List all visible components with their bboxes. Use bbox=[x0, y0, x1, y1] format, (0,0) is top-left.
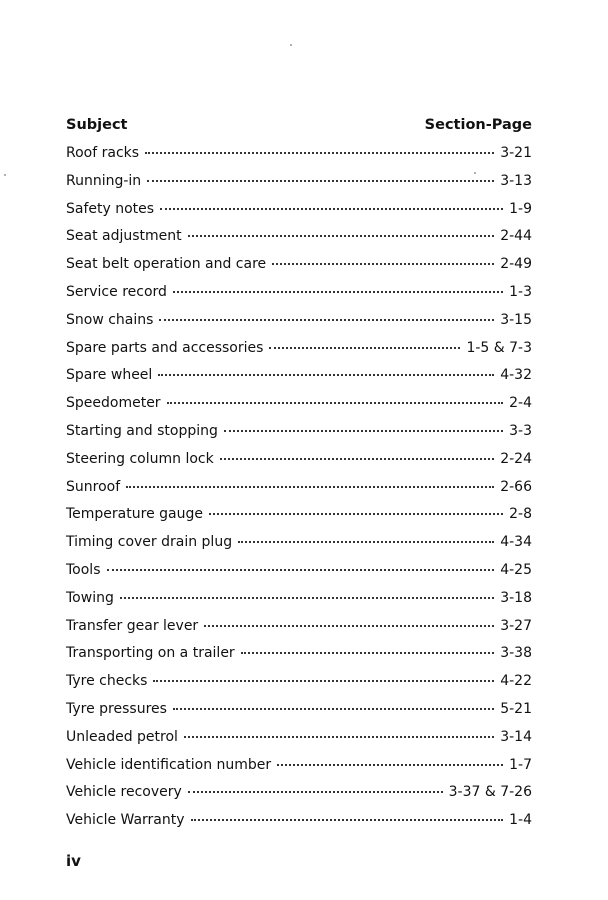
index-entry bbox=[66, 284, 532, 312]
dot-leader bbox=[126, 486, 494, 488]
index-entry bbox=[66, 729, 532, 757]
dot-leader bbox=[184, 736, 494, 738]
entry-label: Seat belt operation and care bbox=[66, 256, 267, 273]
entry-page: 3-3 bbox=[509, 422, 532, 439]
index-entry bbox=[66, 701, 532, 729]
entry-page: 3-38 bbox=[500, 645, 532, 662]
entry-label: Steering column lock bbox=[66, 450, 214, 467]
index-entry bbox=[66, 395, 532, 423]
index-entry bbox=[66, 506, 532, 534]
dot-leader bbox=[238, 541, 494, 543]
entry-label: Vehicle Warranty bbox=[66, 812, 185, 829]
entry-page: 4-34 bbox=[500, 534, 532, 551]
index-entry bbox=[66, 618, 532, 646]
dot-leader bbox=[173, 291, 503, 293]
dot-leader bbox=[158, 374, 494, 376]
page-number: iv bbox=[66, 852, 81, 870]
dot-leader bbox=[204, 625, 494, 627]
entry-label: Starting and stopping bbox=[66, 422, 218, 439]
dot-leader bbox=[147, 180, 494, 182]
index-header bbox=[66, 117, 532, 137]
entry-page: 1-3 bbox=[509, 283, 532, 300]
entry-label: Seat adjustment bbox=[66, 228, 182, 245]
dot-leader bbox=[241, 652, 495, 654]
entry-page: 3-21 bbox=[500, 145, 532, 161]
dot-leader bbox=[107, 569, 495, 571]
dot-leader bbox=[209, 513, 503, 515]
index-entry bbox=[66, 367, 532, 395]
entry-page: 2-8 bbox=[509, 506, 532, 523]
index-entry bbox=[66, 451, 532, 479]
entry-label: Roof racks bbox=[66, 145, 140, 161]
index-entry bbox=[66, 256, 532, 284]
index-entry bbox=[66, 562, 532, 590]
entry-page: 3-37 & 7-26 bbox=[448, 784, 532, 801]
subject-heading: Subject bbox=[66, 117, 128, 133]
entry-label: Tools bbox=[66, 561, 101, 578]
entry-page: 2-49 bbox=[500, 256, 532, 273]
dot-leader bbox=[167, 402, 504, 404]
entry-label: Sunroof bbox=[66, 478, 121, 495]
entry-page: 2-4 bbox=[509, 395, 532, 412]
entry-label: Speedometer bbox=[66, 395, 161, 412]
index-entry bbox=[66, 645, 532, 673]
index-entry bbox=[66, 340, 532, 368]
dot-leader bbox=[220, 458, 495, 460]
entry-page: 3-14 bbox=[500, 728, 532, 745]
index-entry bbox=[66, 757, 532, 785]
dot-leader bbox=[160, 208, 503, 210]
index-entry bbox=[66, 201, 532, 229]
dot-leader bbox=[120, 597, 494, 599]
dot-leader bbox=[269, 347, 460, 349]
entry-label: Vehicle identification number bbox=[66, 756, 272, 773]
dot-leader bbox=[191, 819, 504, 821]
entry-label: Service record bbox=[66, 283, 167, 300]
entry-label: Spare wheel bbox=[66, 367, 153, 384]
paper-speck bbox=[4, 174, 6, 176]
index-entry bbox=[66, 479, 532, 507]
index-entry bbox=[66, 312, 532, 340]
entry-label: Spare parts and accessories bbox=[66, 339, 264, 356]
entry-page: 3-27 bbox=[500, 617, 532, 634]
entry-label: Unleaded petrol bbox=[66, 728, 178, 745]
entry-page: 3-18 bbox=[500, 589, 532, 606]
entry-page: 1-5 & 7-3 bbox=[466, 339, 532, 356]
dot-leader bbox=[188, 791, 443, 793]
index-entry bbox=[66, 173, 532, 201]
entry-page: 1-4 bbox=[509, 812, 532, 829]
entry-page: 4-22 bbox=[500, 673, 532, 690]
index-entries bbox=[66, 145, 532, 840]
dot-leader bbox=[188, 235, 495, 237]
entry-page: 3-15 bbox=[500, 311, 532, 328]
dot-leader bbox=[224, 430, 503, 432]
entry-label: Temperature gauge bbox=[66, 506, 203, 523]
entry-page: 2-44 bbox=[500, 228, 532, 245]
index-entry bbox=[66, 534, 532, 562]
index-entry bbox=[66, 590, 532, 618]
entry-label: Towing bbox=[66, 589, 114, 606]
entry-page: 2-66 bbox=[500, 478, 532, 495]
dot-leader bbox=[173, 708, 494, 710]
dot-leader bbox=[145, 152, 494, 154]
entry-page: 4-32 bbox=[500, 367, 532, 384]
dot-leader bbox=[272, 263, 494, 265]
entry-page: 5-21 bbox=[500, 700, 532, 717]
entry-label: Tyre pressures bbox=[66, 700, 167, 717]
index-entry bbox=[66, 145, 532, 173]
entry-page: 1-9 bbox=[509, 200, 532, 217]
entry-label: Running-in bbox=[66, 172, 142, 189]
index-entry bbox=[66, 228, 532, 256]
entry-page: 1-7 bbox=[509, 756, 532, 773]
index-entry bbox=[66, 423, 532, 451]
entry-page: 3-13 bbox=[500, 172, 532, 189]
entry-label: Tyre checks bbox=[66, 673, 148, 690]
section-page-heading: Section-Page bbox=[424, 117, 532, 133]
entry-label: Transporting on a trailer bbox=[66, 645, 235, 662]
entry-label: Transfer gear lever bbox=[66, 617, 199, 634]
entry-label: Safety notes bbox=[66, 200, 155, 217]
index-entry bbox=[66, 673, 532, 701]
index-entry bbox=[66, 812, 532, 840]
dot-leader bbox=[159, 319, 494, 321]
dot-leader bbox=[153, 680, 494, 682]
paper-speck bbox=[290, 44, 292, 46]
index-entry bbox=[66, 784, 532, 812]
entry-page: 4-25 bbox=[500, 561, 532, 578]
entry-label: Timing cover drain plug bbox=[66, 534, 233, 551]
entry-label: Snow chains bbox=[66, 311, 154, 328]
entry-page: 2-24 bbox=[500, 450, 532, 467]
dot-leader bbox=[277, 764, 503, 766]
paper-speck bbox=[474, 172, 476, 174]
entry-label: Vehicle recovery bbox=[66, 784, 182, 801]
